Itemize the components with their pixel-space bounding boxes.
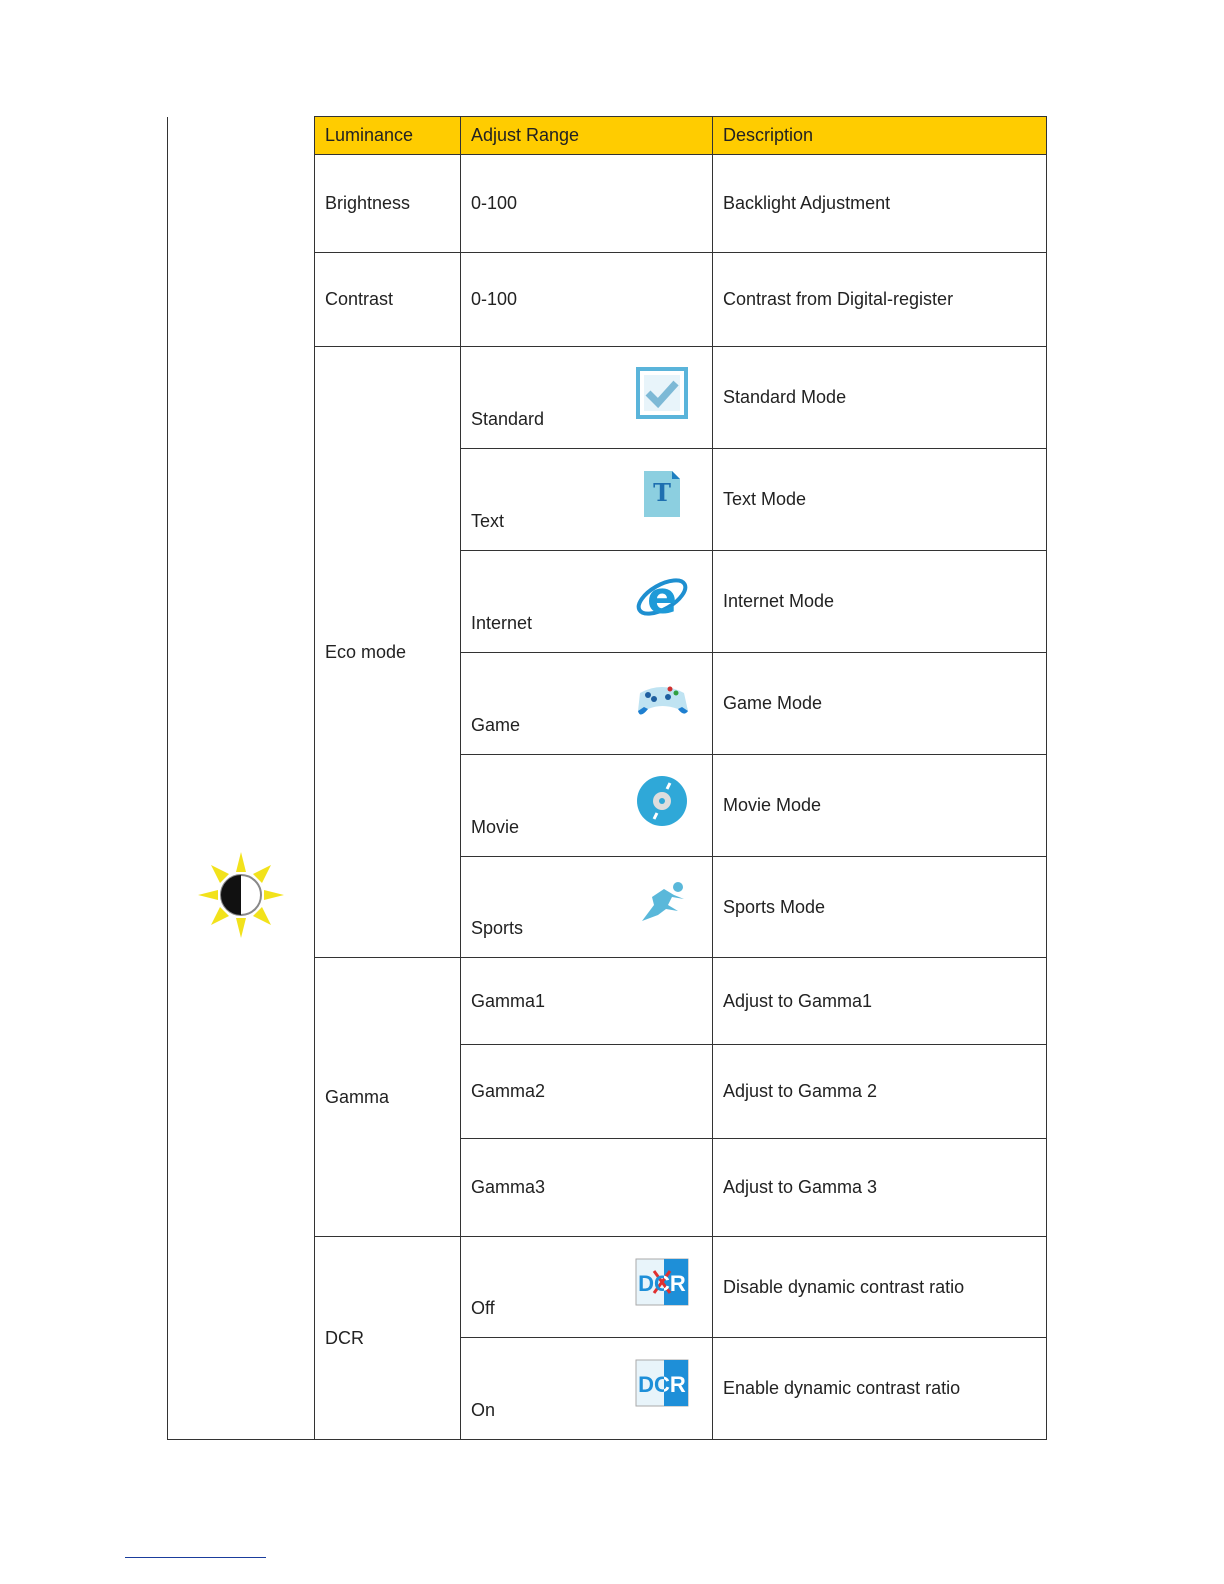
luminance-table — [167, 116, 1047, 1440]
gamma-range-2: Gamma2 — [461, 1045, 713, 1139]
range-text: Off — [471, 1298, 495, 1318]
dcr-desc-off: Disable dynamic contrast ratio — [713, 1237, 1047, 1338]
svg-text:T: T — [653, 478, 671, 507]
dcr-label: DCR — [315, 1237, 461, 1440]
checkbox-icon — [634, 365, 690, 421]
text-document-icon — [634, 467, 690, 523]
eco-range-movie — [461, 755, 713, 857]
eco-range-text — [461, 449, 713, 551]
disc-icon — [634, 773, 690, 829]
range-text: Standard — [471, 409, 545, 429]
svg-text:e: e — [647, 573, 677, 624]
eco-desc-standard: Standard Mode — [713, 347, 1047, 449]
eco-range-sports — [461, 857, 713, 958]
luminance-sun-icon — [196, 850, 286, 940]
gamma-range-1: Gamma1 — [461, 958, 713, 1045]
runner-icon — [634, 875, 690, 931]
eco-range-standard — [461, 347, 713, 449]
dcr-off-icon — [634, 1255, 690, 1311]
luminance-icon-cell — [168, 117, 315, 1440]
header-description: Description — [713, 117, 1047, 155]
range-text: Internet — [471, 613, 533, 633]
range-text: Movie — [471, 817, 520, 837]
contrast-label: Contrast — [315, 253, 461, 347]
dcr-on-icon — [634, 1356, 690, 1412]
range-text: Sports — [471, 918, 524, 938]
eco-desc-text: Text Mode — [713, 449, 1047, 551]
brightness-label: Brightness — [315, 155, 461, 253]
gamma-desc-2: Adjust to Gamma 2 — [713, 1045, 1047, 1139]
gamma-label: Gamma — [315, 958, 461, 1237]
range-text: Text — [471, 511, 505, 531]
dcr-range-on — [461, 1338, 713, 1440]
eco-desc-internet: Internet Mode — [713, 551, 1047, 653]
header-luminance: Luminance — [315, 117, 461, 155]
eco-range-internet — [461, 551, 713, 653]
gamma-desc-1: Adjust to Gamma1 — [713, 958, 1047, 1045]
internet-explorer-icon — [634, 569, 690, 625]
range-text: Game — [471, 715, 521, 735]
gamepad-icon — [634, 671, 690, 727]
contrast-desc: Contrast from Digital-register — [713, 253, 1047, 347]
eco-desc-sports: Sports Mode — [713, 857, 1047, 958]
gamma-range-3: Gamma3 — [461, 1139, 713, 1237]
dcr-desc-on: Enable dynamic contrast ratio — [713, 1338, 1047, 1440]
header-adjust-range: Adjust Range — [461, 117, 713, 155]
contrast-range: 0-100 — [461, 253, 713, 347]
eco-desc-game: Game Mode — [713, 653, 1047, 755]
footer-divider — [125, 1557, 266, 1558]
dcr-off-icon-text: DCR — [638, 1271, 686, 1296]
eco-mode-label: Eco mode — [315, 347, 461, 958]
dcr-on-icon-text: DCR — [638, 1372, 686, 1397]
range-text: On — [471, 1400, 496, 1420]
gamma-desc-3: Adjust to Gamma 3 — [713, 1139, 1047, 1237]
eco-range-game — [461, 653, 713, 755]
dcr-range-off — [461, 1237, 713, 1338]
brightness-desc: Backlight Adjustment — [713, 155, 1047, 253]
brightness-range: 0-100 — [461, 155, 713, 253]
eco-desc-movie: Movie Mode — [713, 755, 1047, 857]
